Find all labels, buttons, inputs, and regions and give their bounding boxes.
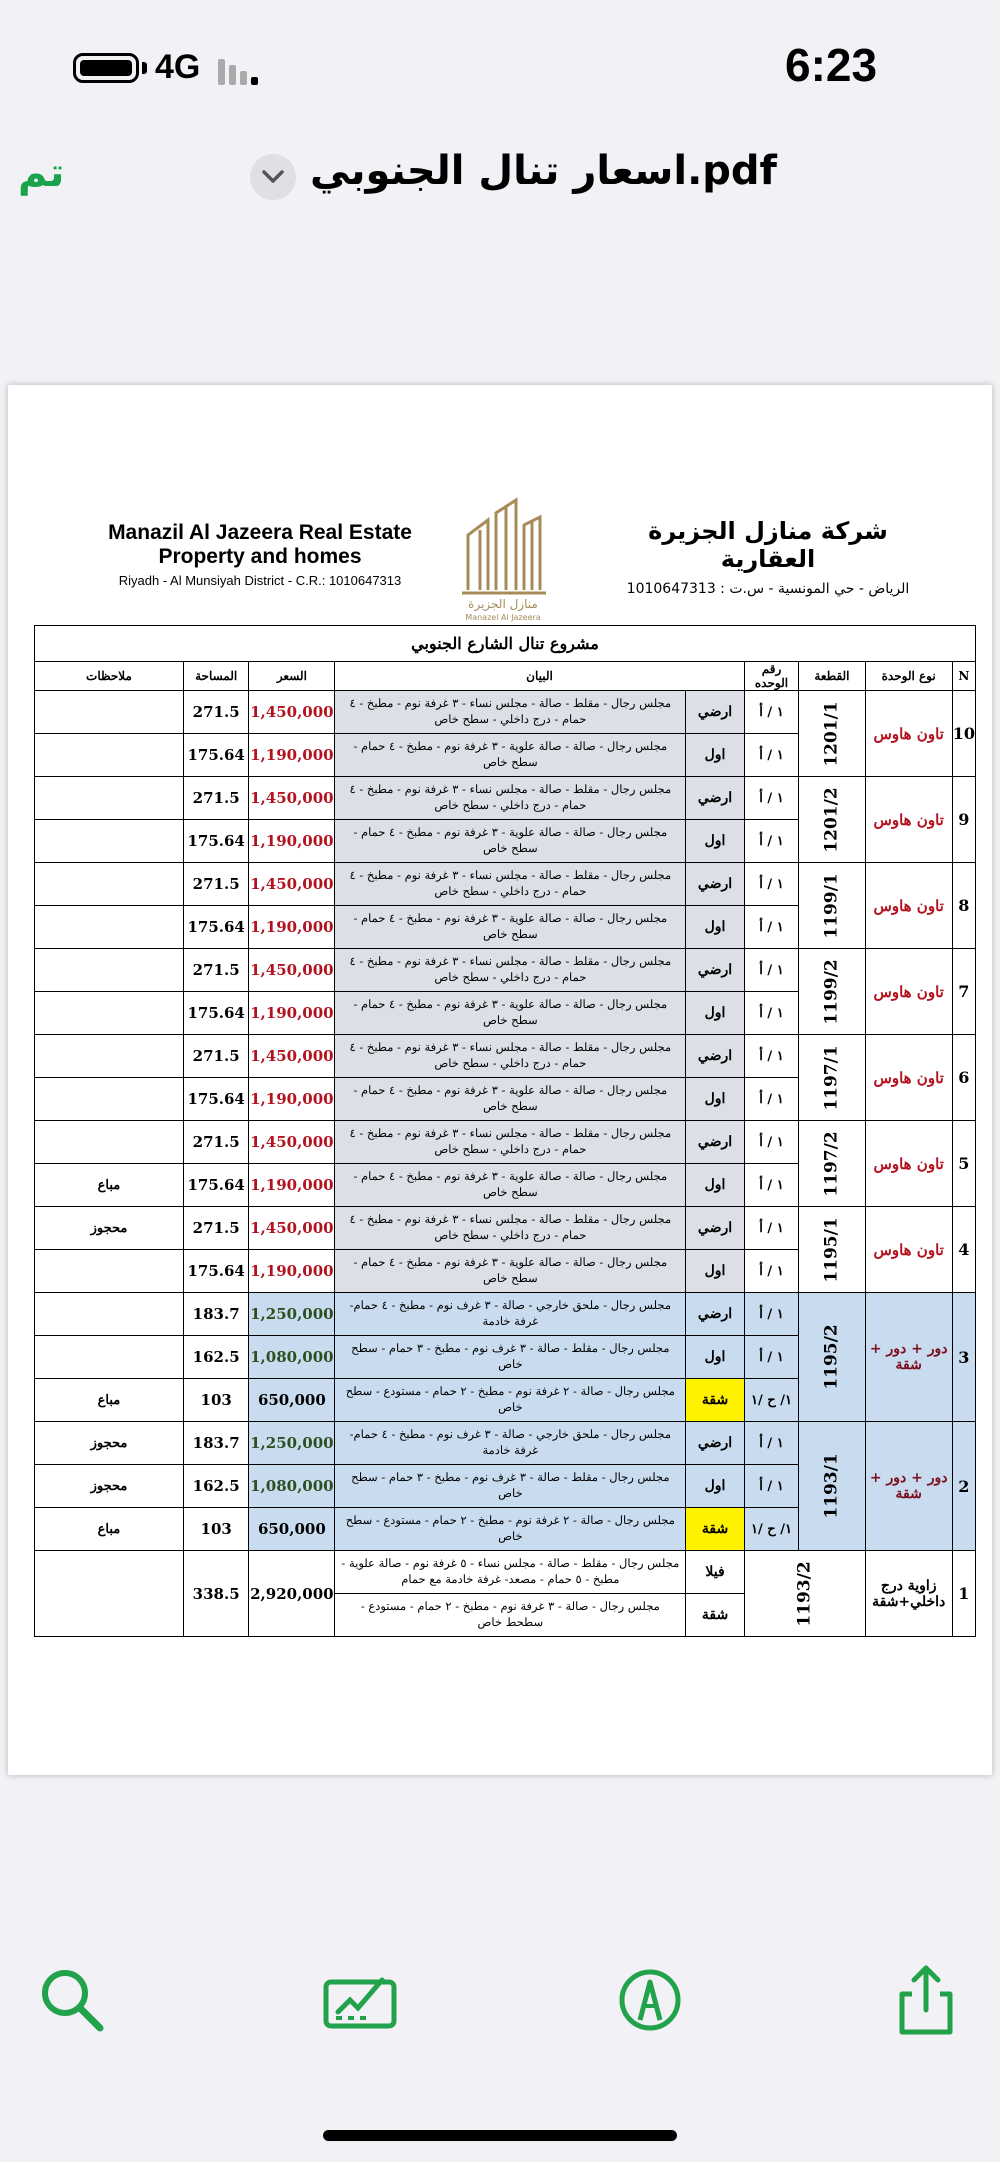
plot-number	[744, 1551, 865, 1637]
floor-label: ارضي	[686, 777, 744, 820]
unit-note	[35, 691, 184, 734]
unit-price: 1,250,000	[249, 1293, 335, 1336]
plot-number	[799, 949, 865, 1035]
unit-note	[35, 777, 184, 820]
unit-area: 183.7	[183, 1293, 249, 1336]
unit-price: 1,190,000	[249, 1250, 335, 1293]
table-row	[35, 1293, 976, 1336]
header-description: البيان	[335, 662, 744, 691]
unit-area: 162.5	[183, 1465, 249, 1508]
unit-number: ١ / أ	[744, 1035, 799, 1078]
unit-note	[35, 949, 184, 992]
header-notes: ملاحظات	[35, 662, 184, 691]
unit-description: مجلس رجال - صالة - صالة علوية - ٣ غرفة نوم - مطبخ - ٤ حمام - سطح خاص	[335, 734, 686, 777]
floor-label: اول	[686, 1465, 744, 1508]
unit-number: ١ / أ	[744, 1293, 799, 1336]
unit-number: ١ / أ	[744, 906, 799, 949]
plot-label: 1199/2	[821, 958, 842, 1025]
header-price: السعر	[249, 662, 335, 691]
table-header-row	[35, 662, 976, 691]
unit-number: ١ / أ	[744, 1250, 799, 1293]
table-row	[35, 1035, 976, 1078]
clock: 6:23	[785, 39, 878, 91]
done-button[interactable]: تم	[18, 150, 65, 196]
unit-description: مجلس رجال - صالة - صالة علوية - ٣ غرفة نوم - مطبخ - ٤ حمام - سطح خاص	[335, 992, 686, 1035]
table-row	[35, 1551, 976, 1594]
markup-pen-icon[interactable]	[610, 1960, 690, 2040]
unit-note: مباع	[35, 1508, 184, 1551]
unit-price: 1,190,000	[249, 734, 335, 777]
plot-label: 1193/2	[794, 1560, 815, 1627]
floor-label: اول	[686, 1250, 744, 1293]
document-title: اسعار تنال الجنوبي.pdf	[310, 148, 777, 194]
unit-number: ١ / أ	[744, 777, 799, 820]
unit-price: 650,000	[249, 1379, 335, 1422]
home-indicator[interactable]	[323, 2130, 677, 2141]
table-row	[35, 1207, 976, 1250]
plot-number	[799, 1207, 865, 1293]
unit-price: 2,920,000	[249, 1551, 335, 1637]
plot-label: 1197/1	[821, 1044, 842, 1111]
header-n: N	[952, 662, 975, 691]
unit-description: مجلس رجال - صالة - صالة علوية - ٣ غرفة نوم - مطبخ - ٤ حمام - سطح خاص	[335, 820, 686, 863]
unit-description: مجلس رجال - صالة - ٢ غرفة نوم - مطبخ - ٢ حمام - مستودع - سطح خاص	[335, 1508, 686, 1551]
unit-note: محجوز	[35, 1422, 184, 1465]
unit-area: 271.5	[183, 949, 249, 992]
unit-type: زاوية درج داخلي+شقة	[865, 1551, 952, 1637]
unit-type: تاون هاوس	[865, 1121, 952, 1207]
header-plot: القطعة	[799, 662, 865, 691]
unit-note	[35, 906, 184, 949]
unit-number: ١ / أ	[744, 949, 799, 992]
unit-number: ١ / أ	[744, 992, 799, 1035]
unit-area: 175.64	[183, 734, 249, 777]
unit-price: 1,450,000	[249, 863, 335, 906]
unit-price: 1,450,000	[249, 1035, 335, 1078]
status-bar	[0, 0, 1000, 130]
row-number: 8	[952, 863, 975, 949]
signal-icon	[218, 55, 278, 85]
share-icon[interactable]	[886, 1960, 966, 2040]
unit-number: ١ / أ	[744, 1422, 799, 1465]
unit-type: تاون هاوس	[865, 691, 952, 777]
unit-number: ١ / أ	[744, 1336, 799, 1379]
unit-area: 175.64	[183, 820, 249, 863]
plot-number	[799, 691, 865, 777]
unit-area: 175.64	[183, 992, 249, 1035]
unit-area: 103	[183, 1508, 249, 1551]
unit-description: مجلس رجال - مقلط - صالة - مجلس نساء - ٣ غرفة نوم - مطبخ - ٤ حمام - درج داخلي - سطح خاص	[335, 1121, 686, 1164]
floor-label: اول	[686, 734, 744, 777]
battery-icon	[73, 53, 139, 83]
unit-price: 1,190,000	[249, 1078, 335, 1121]
floor-label: ارضي	[686, 1121, 744, 1164]
floor-label: اول	[686, 1078, 744, 1121]
pdf-page[interactable]	[8, 385, 992, 1775]
header-unit-no: رقم الوحده	[744, 662, 799, 691]
unit-area: 271.5	[183, 1035, 249, 1078]
company-subtitle-en: Property and homes	[158, 545, 362, 568]
network-label: 4G	[155, 48, 201, 86]
unit-area: 175.64	[183, 1078, 249, 1121]
floor-label: ارضي	[686, 949, 744, 992]
bottom-toolbar	[0, 1960, 1000, 2080]
plot-number	[799, 1121, 865, 1207]
logo-english-text: Manazel Al Jazeera	[465, 613, 541, 622]
unit-number: ١ / أ	[744, 1465, 799, 1508]
unit-note	[35, 1293, 184, 1336]
unit-description: مجلس رجال - صالة - صالة علوية - ٣ غرفة نوم - مطبخ - ٤ حمام - سطح خاص	[335, 1164, 686, 1207]
row-number: 2	[952, 1422, 975, 1551]
unit-area: 271.5	[183, 1121, 249, 1164]
unit-type: تاون هاوس	[865, 949, 952, 1035]
unit-price: 1,190,000	[249, 1164, 335, 1207]
plot-number	[799, 1422, 865, 1551]
unit-price: 1,450,000	[249, 949, 335, 992]
unit-note	[35, 992, 184, 1035]
unit-description: مجلس رجال - صالة - صالة علوية - ٣ غرفة نوم - مطبخ - ٤ حمام - سطح خاص	[335, 1250, 686, 1293]
table-row	[35, 863, 976, 906]
floor-label: اول	[686, 992, 744, 1035]
unit-note	[35, 1121, 184, 1164]
unit-note	[35, 1035, 184, 1078]
unit-area: 183.7	[183, 1422, 249, 1465]
unit-type: تاون هاوس	[865, 1035, 952, 1121]
unit-description: مجلس رجال - مقلط - صالة - مجلس نساء - ٣ غرفة نوم - مطبخ - ٤ حمام - درج داخلي - سطح خاص	[335, 777, 686, 820]
unit-area: 271.5	[183, 777, 249, 820]
unit-note: محجوز	[35, 1465, 184, 1508]
unit-note	[35, 1551, 184, 1637]
floor-label: اول	[686, 820, 744, 863]
unit-type: تاون هاوس	[865, 1207, 952, 1293]
unit-note: مباع	[35, 1379, 184, 1422]
row-number: 3	[952, 1293, 975, 1422]
unit-type: دور + دور + شقة	[865, 1293, 952, 1422]
unit-area: 175.64	[183, 1250, 249, 1293]
signature-icon[interactable]	[320, 1960, 400, 2040]
unit-note	[35, 734, 184, 777]
unit-type: تاون هاوس	[865, 863, 952, 949]
unit-price: 1,190,000	[249, 820, 335, 863]
table-row	[35, 949, 976, 992]
table-row	[35, 777, 976, 820]
unit-description: مجلس رجال - مقلط - صالة - ٣ غرف نوم - مطبخ - ٣ حمام - سطح خاص	[335, 1465, 686, 1508]
company-header-ar	[598, 517, 938, 597]
unit-area: 338.5	[183, 1551, 249, 1637]
plot-label: 1193/1	[821, 1453, 842, 1519]
floor-label: ارضي	[686, 863, 744, 906]
row-number: 7	[952, 949, 975, 1035]
floor-label: شقة	[686, 1379, 744, 1422]
unit-description: مجلس رجال - مقلط - صالة - مجلس نساء - ٣ غرفة نوم - مطبخ - ٤ حمام - درج داخلي - سطح خاص	[335, 949, 686, 992]
unit-area: 175.64	[183, 1164, 249, 1207]
title-menu-button[interactable]	[250, 154, 296, 200]
unit-type: تاون هاوس	[865, 777, 952, 863]
unit-note	[35, 1336, 184, 1379]
unit-description: مجلس رجال - مقلط - صالة - مجلس نساء - ٣ غرفة نوم - مطبخ - ٤ حمام - درج داخلي - سطح خاص	[335, 1207, 686, 1250]
plot-label: 1201/2	[821, 786, 842, 853]
unit-description: مجلس رجال - مقلط - صالة - ٣ غرف نوم - مطبخ - ٣ حمام - سطح خاص	[335, 1336, 686, 1379]
plot-number	[799, 1035, 865, 1121]
unit-description: مجلس رجال - مقلط - صالة - مجلس نساء - ٣ غرفة نوم - مطبخ - ٤ حمام - درج داخلي - سطح خاص	[335, 1035, 686, 1078]
unit-number: ١/ ح /١	[744, 1508, 799, 1551]
table-row	[35, 691, 976, 734]
unit-price: 1,450,000	[249, 1121, 335, 1164]
company-address-ar: الرياض - حي المونسية - س.ت : 1010647313	[626, 581, 910, 597]
unit-description: مجلس رجال - ملحق خارجي - صالة - ٣ غرف نوم - مطبخ - ٤ حمام-غرفة خادمة	[335, 1293, 686, 1336]
unit-price: 1,190,000	[249, 992, 335, 1035]
plot-label: 1195/1	[821, 1216, 842, 1283]
unit-description: مجلس رجال - مقلط - صالة - مجلس نساء - ٥ غرفة نوم - صالة علوية - مطبخ - ٥ حمام - مصعد- غرفة خادمة مع حمام	[335, 1551, 686, 1594]
unit-price: 1,190,000	[249, 906, 335, 949]
floor-label: اول	[686, 1164, 744, 1207]
battery-tip	[142, 62, 147, 74]
unit-description: مجلس رجال - صالة - ٢ غرفة نوم - مطبخ - ٢ حمام - مستودع - سطح خاص	[335, 1379, 686, 1422]
unit-area: 162.5	[183, 1336, 249, 1379]
unit-price: 1,250,000	[249, 1422, 335, 1465]
unit-price: 650,000	[249, 1508, 335, 1551]
unit-number: ١ / أ	[744, 820, 799, 863]
company-name-ar: شركة منازل الجزيرة العقارية	[648, 517, 888, 573]
unit-area: 271.5	[183, 691, 249, 734]
floor-label: ارضي	[686, 1035, 744, 1078]
row-number: 9	[952, 777, 975, 863]
row-number: 1	[952, 1551, 975, 1637]
unit-price: 1,450,000	[249, 691, 335, 734]
floor-label: ارضي	[686, 1207, 744, 1250]
company-name-en: Manazil Al Jazeera Real Estate	[108, 521, 412, 544]
unit-description: مجلس رجال - صالة - صالة علوية - ٣ غرفة نوم - مطبخ - ٤ حمام - سطح خاص	[335, 1078, 686, 1121]
unit-number: ١ / أ	[744, 1207, 799, 1250]
row-number: 10	[952, 691, 975, 777]
plot-label: 1195/2	[821, 1324, 842, 1390]
header-area: المساحة	[183, 662, 249, 691]
row-number: 5	[952, 1121, 975, 1207]
plot-number	[799, 863, 865, 949]
header-unit-type: نوع الوحدة	[865, 662, 952, 691]
plot-label: 1199/1	[821, 872, 842, 939]
unit-area: 271.5	[183, 863, 249, 906]
unit-description: مجلس رجال - صالة - صالة علوية - ٣ غرفة نوم - مطبخ - ٤ حمام - سطح خاص	[335, 906, 686, 949]
search-icon[interactable]	[32, 1960, 112, 2040]
floor-label: ارضي	[686, 1422, 744, 1465]
unit-price: 1,450,000	[249, 777, 335, 820]
floor-label: شقة	[686, 1508, 744, 1551]
unit-price: 1,450,000	[249, 1207, 335, 1250]
plot-label: 1197/2	[821, 1130, 842, 1197]
unit-number: ١ / أ	[744, 1164, 799, 1207]
unit-note: محجوز	[35, 1207, 184, 1250]
floor-label: اول	[686, 1336, 744, 1379]
unit-number: ١ / أ	[744, 863, 799, 906]
unit-number: ١/ ح /١	[744, 1379, 799, 1422]
unit-area: 271.5	[183, 1207, 249, 1250]
chevron-down-icon	[261, 168, 285, 186]
plot-number	[799, 777, 865, 863]
unit-note: مباع	[35, 1164, 184, 1207]
unit-area: 103	[183, 1379, 249, 1422]
plot-number	[799, 1293, 865, 1422]
unit-number: ١ / أ	[744, 734, 799, 777]
logo-arabic-text: منازل الجزيرة	[468, 597, 538, 611]
unit-note	[35, 1078, 184, 1121]
floor-label: ارضي	[686, 1293, 744, 1336]
company-header-en	[80, 521, 440, 588]
unit-price: 1,080,000	[249, 1465, 335, 1508]
floor-label: اول	[686, 906, 744, 949]
unit-note	[35, 1250, 184, 1293]
unit-description: مجلس رجال - صالة - ٣ غرفة نوم - مطبخ - ٢ حمام - مستودع - سطحط خاص	[335, 1594, 686, 1637]
floor-label: ارضي	[686, 691, 744, 734]
unit-number: ١ / أ	[744, 1078, 799, 1121]
unit-note	[35, 863, 184, 906]
price-table	[34, 625, 976, 1637]
unit-area: 175.64	[183, 906, 249, 949]
floor-label: فيلا	[686, 1551, 744, 1594]
table-caption: مشروع تنال الشارع الجنوبي	[35, 626, 976, 662]
unit-number: ١ / أ	[744, 1121, 799, 1164]
unit-description: مجلس رجال - مقلط - صالة - مجلس نساء - ٣ غرفة نوم - مطبخ - ٤ حمام - درج داخلي - سطح خاص	[335, 691, 686, 734]
floor-label: شقة	[686, 1594, 744, 1637]
row-number: 4	[952, 1207, 975, 1293]
unit-description: مجلس رجال - مقلط - صالة - مجلس نساء - ٣ غرفة نوم - مطبخ - ٤ حمام - درج داخلي - سطح خاص	[335, 863, 686, 906]
unit-description: مجلس رجال - ملحق خارجي - صالة - ٣ غرف نوم - مطبخ - ٤ حمام-غرفة خادمة	[335, 1422, 686, 1465]
unit-price: 1,080,000	[249, 1336, 335, 1379]
plot-label: 1201/1	[821, 700, 842, 767]
company-address-en: Riyadh - Al Munsiyah District - C.R.: 1010647313	[118, 573, 402, 588]
table-row	[35, 1121, 976, 1164]
unit-note	[35, 820, 184, 863]
table-row	[35, 1422, 976, 1465]
unit-number: ١ / أ	[744, 691, 799, 734]
row-number: 6	[952, 1035, 975, 1121]
unit-type: دور + دور + شقة	[865, 1422, 952, 1551]
